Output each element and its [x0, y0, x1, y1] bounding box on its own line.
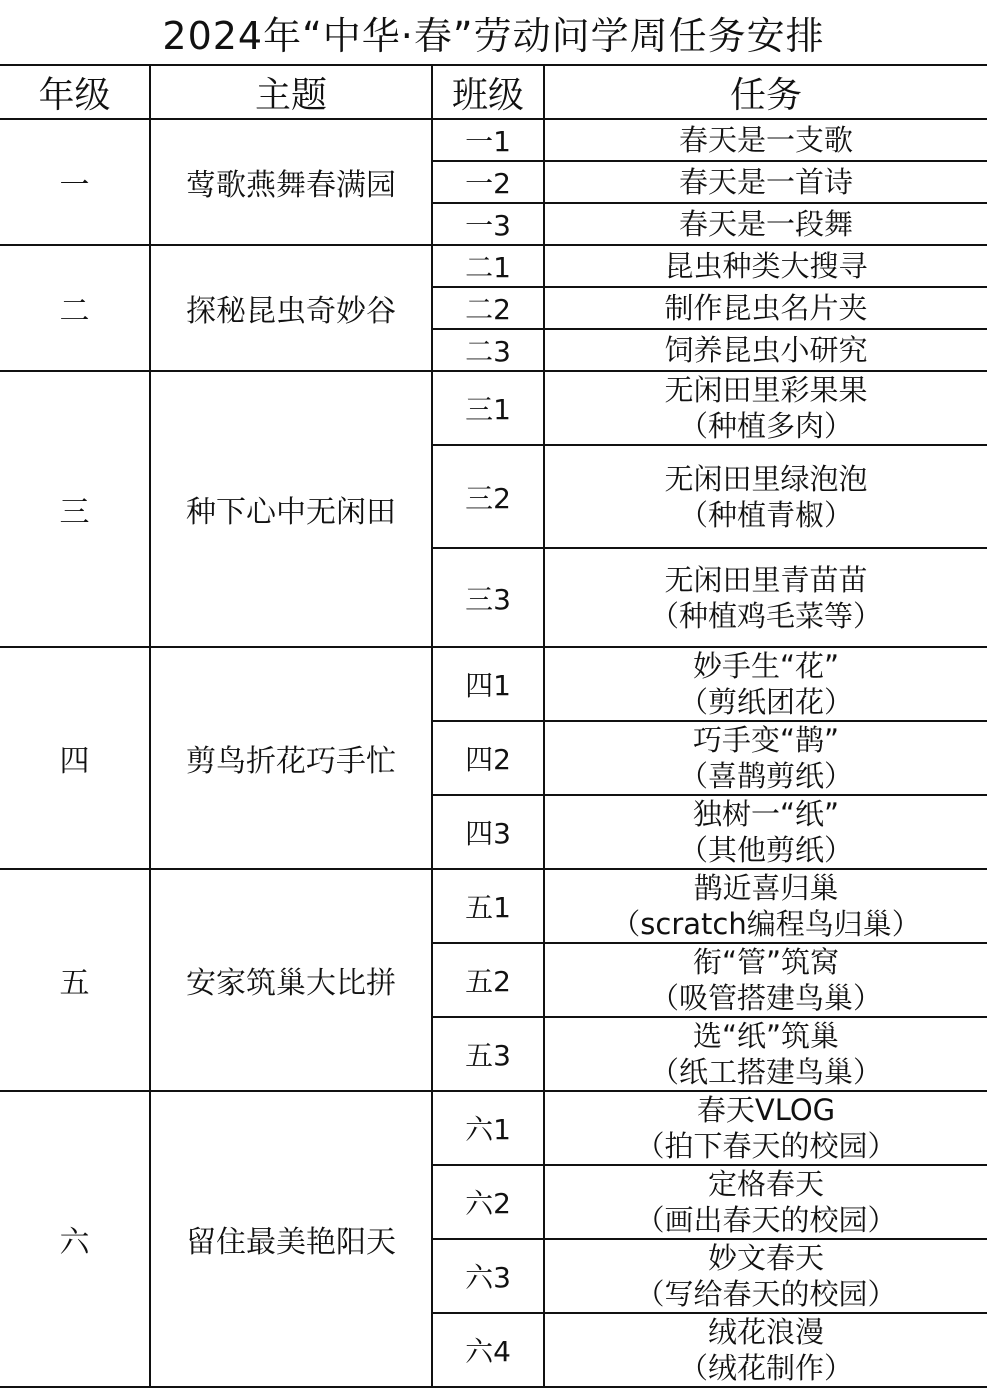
grade-cell: 三 — [0, 371, 150, 647]
task-line-2: （scratch编程鸟归巢） — [611, 907, 921, 941]
task-cell — [544, 245, 987, 287]
task-line-2: （写给春天的校园） — [635, 1277, 897, 1311]
header-row — [0, 65, 987, 119]
class-cell: 三1 — [432, 371, 544, 445]
grade-cell: 一 — [0, 119, 150, 245]
class-cell: 五1 — [432, 869, 544, 943]
task-line-1: 妙手生“花” — [692, 649, 840, 683]
class-cell: 五3 — [432, 1017, 544, 1091]
class-cell: 六4 — [432, 1313, 544, 1387]
class-cell: 二3 — [432, 329, 544, 371]
grade-cell: 六 — [0, 1091, 150, 1387]
class-cell: 一3 — [432, 203, 544, 245]
task-cell — [544, 1017, 987, 1091]
theme-cell: 探秘昆虫奇妙谷 — [150, 245, 432, 371]
table-row — [0, 1091, 987, 1165]
task-line-1: 春天是一段舞 — [678, 207, 853, 241]
grade-cell: 五 — [0, 869, 150, 1091]
task-cell — [544, 119, 987, 161]
task-cell — [544, 371, 987, 445]
class-cell: 二2 — [432, 287, 544, 329]
task-line-2: （绒花制作） — [678, 1351, 853, 1385]
table-row — [0, 647, 987, 721]
task-cell — [544, 795, 987, 869]
task-line-1: 无闲田里彩果果 — [664, 373, 868, 407]
task-line-2: （纸工搭建鸟巢） — [649, 1055, 882, 1089]
grade-cell: 四 — [0, 647, 150, 869]
task-line-1: 春天是一首诗 — [678, 165, 853, 199]
class-cell: 一2 — [432, 161, 544, 203]
task-cell — [544, 161, 987, 203]
task-line-1: 无闲田里绿泡泡 — [664, 461, 868, 496]
task-line-1: 春天是一支歌 — [678, 123, 853, 157]
task-cell — [544, 329, 987, 371]
schedule-table — [0, 64, 987, 1388]
class-cell: 六2 — [432, 1165, 544, 1239]
theme-cell: 莺歌燕舞春满园 — [150, 119, 432, 245]
task-cell — [544, 869, 987, 943]
task-cell — [544, 647, 987, 721]
task-line-1: 独树一“纸” — [692, 797, 840, 831]
task-line-1: 选“纸”筑巢 — [692, 1019, 840, 1053]
task-line-1: 昆虫种类大搜寻 — [664, 249, 868, 283]
header-class: 班级 — [432, 65, 544, 119]
task-cell — [544, 1165, 987, 1239]
task-line-2: （种植多肉） — [678, 409, 853, 443]
class-cell: 六1 — [432, 1091, 544, 1165]
task-line-1: 绒花浪漫 — [707, 1315, 824, 1349]
task-line-1: 定格春天 — [707, 1167, 824, 1201]
task-line-2: （其他剪纸） — [678, 833, 853, 867]
task-line-1: 春天VLOG — [696, 1093, 836, 1127]
task-line-1: 巧手变“鹊” — [692, 723, 840, 757]
task-line-2: （种植青椒） — [678, 497, 853, 532]
class-cell: 五2 — [432, 943, 544, 1017]
theme-cell: 剪鸟折花巧手忙 — [150, 647, 432, 869]
table-row — [0, 371, 987, 445]
task-line-2: （种植鸡毛菜等） — [649, 598, 882, 633]
task-line-2: （剪纸团花） — [678, 685, 853, 719]
task-line-1: 饲养昆虫小研究 — [664, 333, 868, 367]
task-line-2: （画出春天的校园） — [635, 1203, 897, 1237]
class-cell: 四1 — [432, 647, 544, 721]
task-cell — [544, 1091, 987, 1165]
class-cell: 六3 — [432, 1239, 544, 1313]
theme-cell: 种下心中无闲田 — [150, 371, 432, 647]
task-cell — [544, 943, 987, 1017]
task-line-1: 鹊近喜归巢 — [693, 871, 839, 905]
table-row — [0, 245, 987, 287]
task-cell — [544, 203, 987, 245]
task-cell — [544, 445, 987, 548]
task-line-1: 无闲田里青苗苗 — [664, 562, 868, 597]
grade-cell: 二 — [0, 245, 150, 371]
task-line-2: （拍下春天的校园） — [635, 1129, 897, 1163]
header-grade: 年级 — [0, 65, 150, 119]
theme-cell: 安家筑巢大比拼 — [150, 869, 432, 1091]
task-cell — [544, 721, 987, 795]
task-cell — [544, 1313, 987, 1387]
class-cell: 三2 — [432, 445, 544, 548]
table-row — [0, 119, 987, 161]
task-cell — [544, 1239, 987, 1313]
page-title: 2024年“中华·春”劳动问学周任务安排 — [162, 13, 825, 58]
class-cell: 一1 — [432, 119, 544, 161]
header-task: 任务 — [544, 65, 987, 119]
theme-cell: 留住最美艳阳天 — [150, 1091, 432, 1387]
task-cell — [544, 548, 987, 647]
header-theme: 主题 — [150, 65, 432, 119]
class-cell: 四2 — [432, 721, 544, 795]
task-line-1: 制作昆虫名片夹 — [664, 291, 868, 325]
class-cell: 三3 — [432, 548, 544, 647]
class-cell: 四3 — [432, 795, 544, 869]
task-line-2: （喜鹊剪纸） — [678, 759, 853, 793]
task-line-2: （吸管搭建鸟巢） — [649, 981, 882, 1015]
task-cell — [544, 287, 987, 329]
task-line-1: 衔“管”筑窝 — [692, 945, 840, 979]
table-row — [0, 869, 987, 943]
task-line-1: 妙文春天 — [707, 1241, 824, 1275]
class-cell: 二1 — [432, 245, 544, 287]
